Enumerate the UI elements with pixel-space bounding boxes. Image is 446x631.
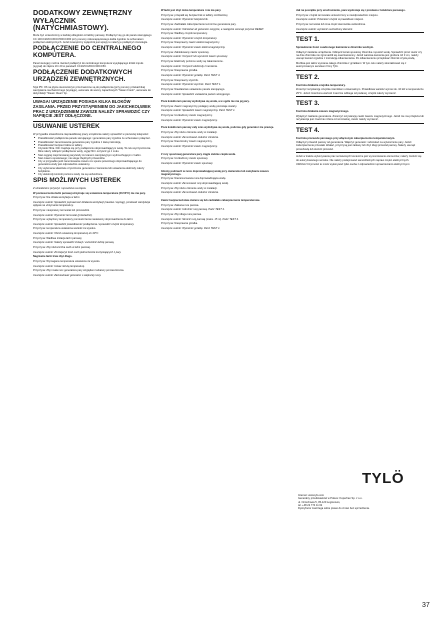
cause-text: Przyczyna: Wadliwy czujnik temperatury. (161, 32, 208, 36)
fix-text: Usunięcie usterki: Skrócić rurę parową (maks. 15 m). Patrz TEST 4. (161, 217, 239, 221)
cause-text: Przyczyna: Elektrody poziomu wody są zakamienione. (161, 60, 224, 64)
contact-line: Dystrybutor zastrzega sobie prawo do zmian bez uprzedzenia. (298, 507, 370, 510)
fix-text: Usunięcie usterki: Zainstalować generator o większej mocy. (33, 273, 102, 277)
test-2-body: Zmierzyć rezystancję czujnika miernikiem uniwersalnym. Prawidłowa wartość wynosi ok. 10 kΩ w temperaturze 25°C. Jeżeli zmierzona wartość znacznie odbiega od podanej, czujnik należy wymienić. (296, 88, 424, 95)
fix-text: Usunięcie usterki: Obniż ustawioną temperaturę do 40°C. (33, 232, 99, 236)
list-item: ■ Czy w przypadku jeśli zamontowanie zaworu ze spustu powrotnego doprowadzającego do generatora wody jest odpowiednio ustawiony. (38, 160, 153, 167)
fault-title: W pomieszczeniu łaźni parowej utrzymuje się ustawiona temperatura (40-50°C) nie ma pary. (33, 191, 146, 195)
heading-external-devices: PODŁĄCZENIE DODATKOWYCH URZĄDZEŃ ZEWNĘTRZNYCH. (33, 69, 132, 83)
test-4-body: Odłączyć przewód parowy od generatora. Włączyć generator i odczekać na wytworzenie pary. Jeżeli zabezpieczenie przestało działać, przyczyną jest zatkany lub zbyt długi przewód parowy. Należy usunąć przeszkodę lub skrócić przewód. (296, 141, 416, 151)
test-2-subtitle: Kontrola działania czujnika temperatury. (296, 83, 346, 87)
cause-text: Przyczyna: Zbyt duże ciśnienie wody w instalacji. (161, 131, 218, 135)
list-item: ■ Czystość filtra. Filtr znajduje się przy podłączeniu doprowadzającym wodę. W celu wyczyszczenia filtra należy odkręcić podłączenie wody, wyjąć filtr i oczyścić go z mułu. (38, 147, 153, 154)
test-3-subtitle: Kontrola działania zaworu magnetycznego. (296, 110, 350, 114)
troubleshooting-intro: W przypadku stwierdzenia nieprawidłowej pracy urządzenia należy sprawdzić w pierwszej kolejności: (33, 132, 149, 136)
column-3 (296, 9, 424, 168)
cause-text: Przyczyna: czujnik termostatu umieszczony w nieodpowiednim miejscu. (296, 13, 379, 17)
cause-text: Przyczyna: niesprawny termostat lub przewodnik. (33, 208, 90, 212)
cause-text: Przyczyna: Niewłaściwe ustawienie panelu sterującego. (161, 87, 226, 91)
heading-test-3: TEST 3. (296, 100, 320, 108)
list-item: ■ Prawidłowość zamontowania generatora pary zgodnie z daną instrukcją. (38, 141, 153, 144)
list-item: ■ Stan zaworu spustowego; nie ulega zbędnych przewodów. (38, 157, 153, 160)
fault-title: Poza kolektorem parowy wydobywa się woda, a w ogóle nie ma jej pary. (161, 100, 250, 104)
check-list (33, 137, 153, 176)
cause-text: Przyczyna: Uszkodzony zawór spustowy. (161, 157, 209, 161)
cause-text: Przyczyna: Zadziałało zabezpieczenie termiczne generatora pary. (161, 22, 237, 26)
fix-text: Usunięcie usterki: Wymienić czujnik temperatury. (161, 36, 218, 40)
cause-text: Przyczyna: Zbyt duże ciśnienie wody w instalacji. (161, 186, 218, 190)
fault-title: W łaźni jest zbyt niska temperatura i nie ma pary. (161, 9, 222, 12)
list-item: ■ Prawidłowość bezpieczników w tablicy. (38, 144, 153, 147)
fix-text: Usunięcie usterki: Przenieść czujnik w prawidłowe miejsce. (296, 18, 364, 22)
cause-text: Przyczyna: przepalił się bezpiecznik w tablicy rozdzielczej. (161, 13, 229, 17)
test-1-subtitle: Sprawdzenie ilości osadzonego kamienia w zbiorniku wodnym. (296, 46, 374, 50)
heading-external-switch: DODATKOWY ZEWNĘTRZNY WYŁĄCZNIK (NATYCHMIASTOWY). (33, 8, 133, 33)
fix-text: Usunięcie usterki: Odczekać aż generator ostygnie, a następnie wcisnąć przycisk RESET. (161, 27, 265, 31)
contact-info (298, 494, 424, 510)
fix-text: Usunięcie usterki: Zamontować reduktor ciśnienia. (161, 191, 219, 195)
test-1-body: Odłączyć zasilanie urządzenia. Odkręcić korek spustowy zbiornika i spuścić wodę. Sprawdzić przez otwór czy na dnie zbiornika nie zgromadził się osad kamienny. Jeżeli warstwa kamienia jest grubsza niż 3 cm, należy usunąć kamień zgodnie z instrukcją odkamieniania. Po odkamienieniu przepłukać zbiornik czystą wodą. (296, 50, 422, 61)
page-number: 37 (422, 602, 430, 609)
tylo-logo: TYLÖ (362, 470, 404, 487)
fix-text: Usunięcie usterki: Wymienić zawór spustowy. (161, 161, 214, 165)
fix-text: Usunięcie usterki: Wymienić zawór magnetyczny. (161, 144, 218, 148)
fault-title: Poza kolektorem parowy cały czas wydobywa się woda, podczas gdy generator nie pracuje. (161, 126, 275, 130)
central-computer-body: Panel sterujący można również podłączyć do centralnego komputera wysyłającego krótki impuls (sygnał) do złącza 19 i 20 w panelach CC10/CC20/CC30/CC50. (33, 61, 144, 68)
cause-text: Przyczyna: Niesprawny zawór elektromagnetyczny. (161, 41, 220, 45)
test-3-body: Wyłączyć zasilanie generatora. Zmierzyć rezystancję cewki zaworu magnetycznego. Jeżeli nie ma przejścia lub rezystancja jest znacznie niższa od nominalnej, zawór należy wymienić. (296, 114, 424, 122)
cause-text: Przyczyna: Zbyt długa rura parowa. (161, 212, 202, 216)
fix-text: Usunięcie usterki: Ustaw niższą temperaturę. (33, 264, 85, 268)
fix-text: Usunięcie usterki: Wymienić grzałkę. Patrz TEST 1. (161, 226, 221, 230)
warning-box (33, 97, 153, 121)
fix-text: Usunięcie usterki: Wymienić grzałkę. Patrz TEST 4. (161, 73, 221, 77)
fix-text: Usunięcie usterki: wymienić uszkodzony element. (296, 27, 353, 31)
fix-text: Usunięcie usterki: Należy sprawdzić izolacji i uszczelnić łaźnię parową. (33, 241, 115, 245)
external-switch-body: Może być umieszczony w każdej odległości od tablicy parowej. Podłączyć się go do panelu sterującego CC 10/CC20/CC30/CC50/CC300 przy pomocy niskonapięciowego kabla zgodnie ze schematem podłączeń elektrycznych. Jeżeli zewnętrzny wyłącznik jest wpięty to należy je podłączyć równolegle. (33, 34, 152, 44)
cause-text: Przyczyna: Zbyt mała moc generatora pary względem kubatury pomieszczenia. (33, 269, 125, 273)
fault-title: Zawór bezpieczeństwa otwiera się lub zadziałało zabezpieczenie temperaturowe. (161, 198, 261, 202)
cause-text: Przyczyna: Zbyt duża liczba osób w łaźni parowej. (33, 246, 91, 250)
fault-title: Nagrzanie łaźni trwa zbyt długo. (33, 255, 73, 259)
contact-line: ul. Orzechowa 5, 05-120 Legionowo, (298, 500, 341, 504)
cause-text: Przyczyna: Zawór magnetyczny podający wodę pozostaje otwarty. (161, 104, 238, 108)
warning-text: UWAGA! URZĄDZENIE POSIADA KILKA BLOKÓW ZASILANIA. PRZED PRZYSTĄPIENIEM DO JAKICHKOLWIEK PRAC Z URZĄDZENIEM ZAWSZE NALEŻY SPRAWDZIĆ CZY NAPIĘCIE JEST ODŁĄCZONE. (33, 99, 151, 119)
fix-text: Usunięcie usterki: Sprawdzić prawidłowość podłączenia i sprawdzić czujnik temperatury. (33, 222, 135, 226)
cause-text: Przyczyna: Wymagana temperatura ustawiona za wysoko. (33, 259, 101, 263)
cause-text: Przyczyna: wyłączony temperatury pomieszczenia nastawiony doprowadzenia do łaźni. (33, 218, 134, 222)
fix-text: Usunięcie usterki: Oczyścić lub wymienić zawór spustowy. (161, 55, 228, 59)
fix-text: Usunięcie usterki: Zmniejszyć ilość osób jednocześnie korzystających z pary. (33, 250, 122, 254)
cause-text: Przyczyna: termostat lub inna część sterownika uszkodzona. (296, 22, 366, 26)
contact-line: Generalny przedstawiciel w Polsce: Koperhan Sp. z o.o. (298, 497, 363, 501)
fault-title: Głośny podmuch w rurze doprowadzającej wodę przy otwieraniu lub zamykaniu zaworu magnetycznego. (161, 169, 269, 176)
list-item: ■ Stan wyjętej nieprzerwanej pary/wody ze kranem wentylacyjnym wydmuchującym z kabin. (38, 154, 153, 157)
list-item: ■ Prawidłowość podłączenia panelu sterującego i generatora pary zgodnie ze schematem połączeń. (38, 137, 153, 140)
heading-troubleshooting: USUWANIE USTEREK (33, 122, 100, 130)
fix-text: Usunięcie usterki: Sprawdzić poprawność działania wentylacji (nawiew i wyciąg), ponieważ wentylacja wpływa na utrzymanie temperatury. (33, 201, 151, 208)
test-4-subtitle: Kontrola przewodu parowego przy włączonym zabezpieczeniu temperaturowym. (296, 136, 396, 140)
heading-test-2: TEST 2. (296, 73, 320, 81)
contact-line: tel. +48 22 774 11 02 (298, 503, 323, 507)
cause-text: Przyczyna: Zatkana rura parowa. (161, 203, 200, 207)
heading-possible-faults: SPIS MOŻLIWYCH USTEREK (33, 177, 122, 185)
fix-text: Usunięcie usterki: Zamocować rurę doprowadzającą wodę. (161, 182, 229, 186)
cause-text: Przyczyna: Niesprawny stycznik. (161, 78, 199, 82)
service-note: Jeżeli w trakcie wykonywania prac serwisowych konieczne jest wymontowanie elementów, należy zwrócić się do autoryzowanego serwisu. Nie należy podejmować samodzielnych napraw części elektrycznych. (296, 155, 422, 162)
cause-text: Przyczyna: Niezamocowana rura doprowadzająca wodę. (161, 177, 227, 181)
fix-text: Usunięcie usterki: Wymienić stycznik. Patrz TEST 1. (161, 83, 222, 87)
heading-central-computer: PODŁĄCZENIE DO CENTRALNEGO KOMPUTERA. (33, 45, 142, 59)
heading-test-4: TEST 4. (296, 126, 320, 134)
test-1-body-2: Możliwa jest także wymiana całego zbiornika z grzałkami. W tym celu należy skontaktować się z autoryzowanym serwisem firmy Tylö. (296, 61, 407, 69)
fix-text: Usunięcie usterki: Oczyścić elektrody z kamienia. (161, 64, 218, 68)
fix-text: Usunięcie usterki: Wymienić zawór magnetyczny. (161, 118, 218, 122)
cause-text: Przyczyna: Nieszczelny zawór magnetyczny. (161, 140, 213, 144)
fix-text: Usunięcie usterki: Sprawdzić ustawienia panelu sterującego. (161, 92, 231, 96)
cause-text: Przyczyna: Niesprawna grzałka. (161, 222, 198, 226)
fault-title: Z rury spustowej generatora pary ciągle cieknie ciepła woda. (161, 152, 236, 156)
cause-text: Przyczyna: Nie działa wentylacja w łaźni. (33, 196, 80, 200)
fix-text: Usunięcie usterki: Sprawdzić zawór magnetyczny. Patrz TEST 1. (161, 109, 236, 113)
external-devices-body: Styk P5 i O6 na płytce sterowniczym przeznaczone są do podłączenia (przy pomocy przekaźnika) wentylatora mechanicznego (wyciągu), automatu do wanny zapachowych "Steam Fresh", automatu do dezynfekcji "Steam Clean" itp. (33, 85, 151, 96)
fix-text: Usunięcie usterki: Udrożnić rurę parową. Patrz TEST 4. (161, 208, 225, 212)
contact-line: Internet: www.tylo.com (298, 494, 325, 497)
list-item: ■ Czy elektrody kontroli poziomu wody nie są uszkodzone. (38, 173, 153, 176)
fix-text: Usunięcie usterki: Wymienić zawór elektromagnetyczny. (161, 46, 226, 50)
cause-text: Przyczyna: Niesprawna grzałka. (161, 69, 198, 73)
fault-title: Jak na początku przy uruchomieniu, para wydostaje się i przelewa z kolektora parowego. (296, 9, 406, 12)
fix-text: Usunięcie usterki: Wymienić bezpiecznik. (161, 18, 209, 22)
fix-text: Usunięcie usterki: Zamontować reduktor ciśnienia. (161, 135, 219, 139)
cause-text: Przyczyna: Zablokowany zawór spustowy. (161, 50, 210, 54)
column-1 (33, 9, 153, 279)
cause-text: Przyczyna: temperatura ustawiona wartość za wysoko. (33, 227, 96, 231)
list-item: ■ Czy wykonana właściwie czyszczenie generatora z kamienia lub ustawienia elektrody należy bezpłatnie. (38, 167, 153, 174)
service-warning: UWAGA! Czynności te może wykonywać tylko osoba z odpowiednimi uprawnieniami elektrycznymi. (296, 163, 411, 167)
fix-text: Usunięcie usterki: Wymienić termostat (przekaźnik). (33, 213, 93, 217)
cause-text: Przyczyna: Wadliwa izolacja łaźni parowej. (33, 236, 83, 240)
column-2 (161, 9, 287, 231)
faults-intro: Z określeniem przyczyn i sposobów usunięcia. (33, 187, 87, 191)
heading-test-1: TEST 1. (296, 36, 320, 44)
cause-text: Przyczyna: Uszkodzony zawór magnetyczny. (161, 114, 213, 118)
